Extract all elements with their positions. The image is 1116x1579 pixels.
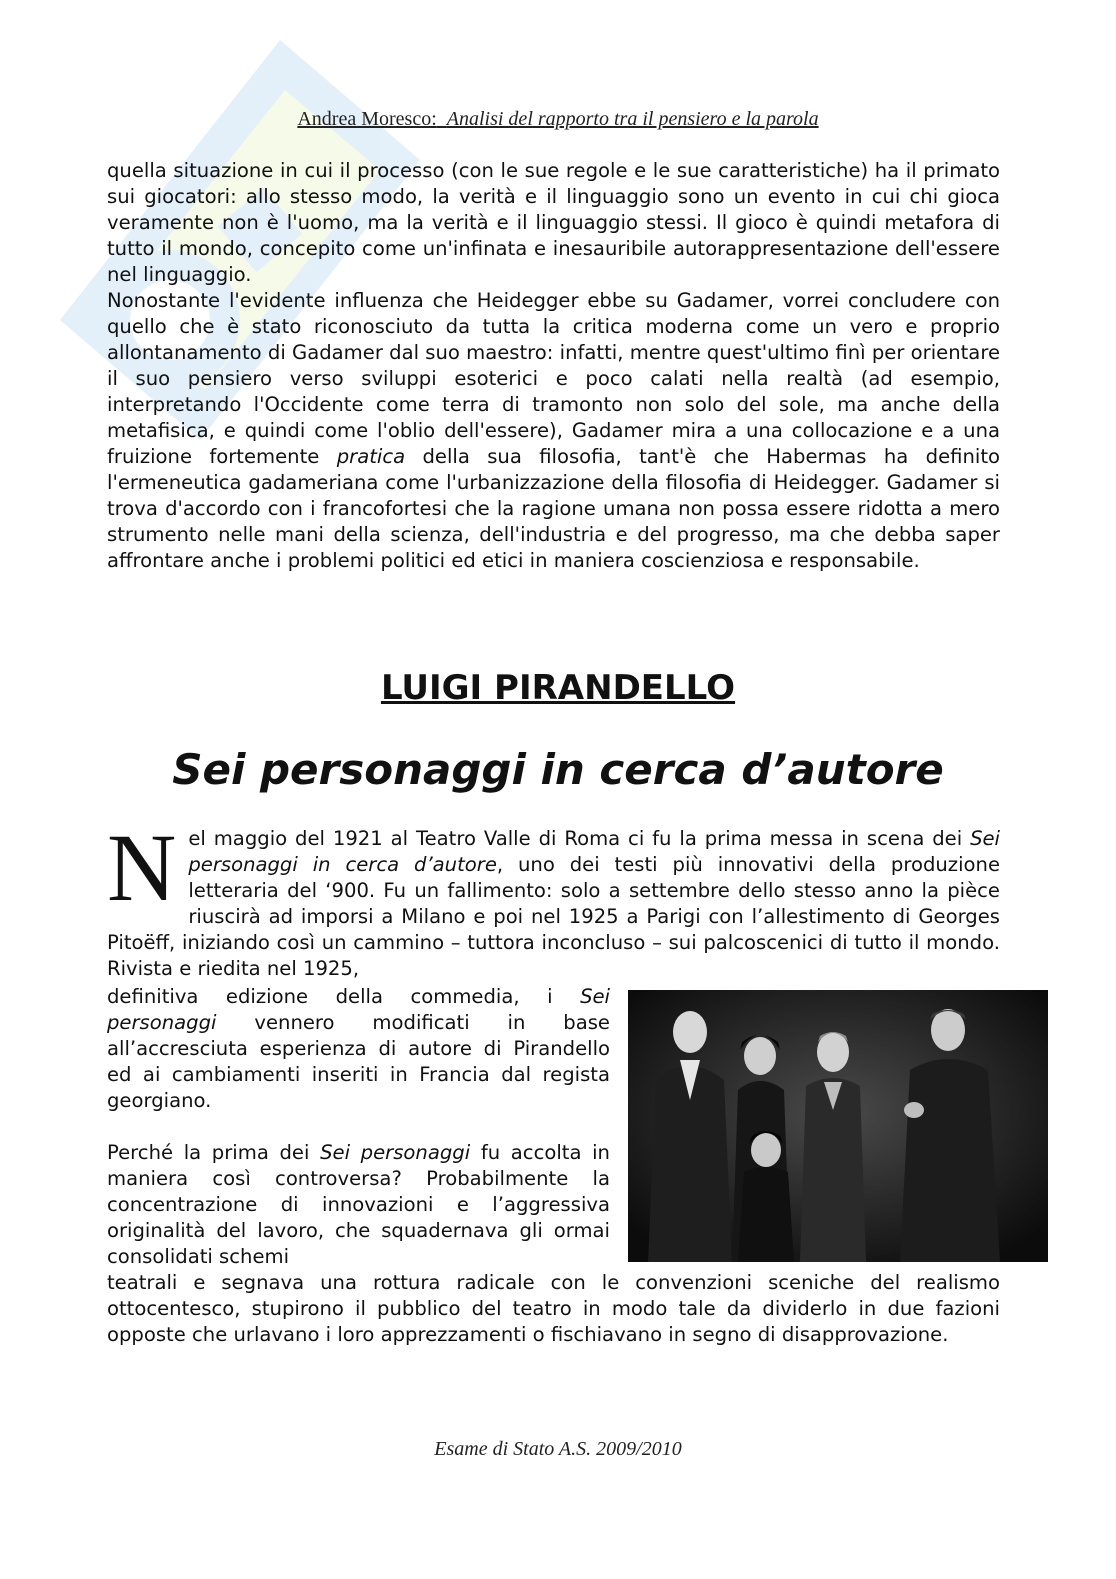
- top-text-block: [107, 158, 1000, 574]
- emphasis: Sei personaggi in cerca d’autore: [188, 827, 1000, 876]
- left-column-text: [107, 984, 610, 1270]
- header-work-title: Analisi del rapporto tra il pensiero e la parola: [446, 108, 819, 130]
- drop-cap: N: [107, 814, 177, 921]
- paragraph: Perché la prima dei Sei personaggi fu accolta in maniera così controversa? Probabilmente la concentrazione di innovazioni e l’aggressiva originalità del lavoro, che squadernava gli ormai consolidati schemi: [107, 1141, 610, 1268]
- intro-text-block: [107, 814, 1000, 982]
- page-footer: Esame di Stato A.S. 2009/2010: [434, 1438, 682, 1460]
- paragraph: teatrali e segnava una rottura radicale con le convenzioni sceniche del realismo ottocentesco, stupirono il pubblico del teatro in modo tale da dividerlo in due fazioni opposte che urlavano i loro apprezzamenti o fischiavano in segno di disapprovazione.: [107, 1271, 1000, 1346]
- section-author-heading: LUIGI PIRANDELLO: [380, 668, 736, 708]
- paragraph: definitiva edizione della commedia, i Sei personaggi vennero modificati in base all’accresciuta esperienza di autore di Pirandello ed ai cambiamenti inseriti in Francia dal regista georgiano.: [107, 985, 610, 1112]
- emphasis: pratica: [336, 445, 406, 468]
- cast-photo: [628, 990, 1048, 1262]
- page-header: [0, 108, 1116, 131]
- header-author: Andrea Moresco:: [297, 108, 437, 130]
- emphasis: Sei personaggi: [107, 985, 610, 1034]
- paragraph: Nonostante l'evidente influenza che Heidegger ebbe su Gadamer, vorrei concludere con quello che è stato riconosciuto da tutta la critica moderna come un vero e proprio allontanamento di Gadamer dal suo maestro: infatti, mentre quest'ultimo finì per orientare il suo pensiero verso sviluppi esoterici e poco calati nella realtà (ad esempio, interpretando l'Occidente come terra di tramonto non solo del sole, ma anche della metafisica, e quindi come l'oblio dell'essere), Gadamer mira a una collocazione e a una fruizione fortemente pratica della sua filosofia, tant'è che Habermas ha definito l'ermeneutica gadameriana come l'urbanizzazione della filosofia di Heidegger. Gadamer si trova d'accordo con i francofortesi che la ragione umana non possa essere ridotta a mero strumento nelle mani della scienza, dell'industria e del progresso, ma che debba saper affrontare anche i problemi politici ed etici in maniera coscienziosa e responsabile.: [107, 289, 1001, 572]
- paragraph: quella situazione in cui il processo (con le sue regole e le sue caratteristiche) ha il primato sui giocatori: allo stesso modo, la verità e il linguaggio sono un evento in cui chi gioca veramente non è l'uomo, ma la verità e il linguaggio stessi. Il gioco è quindi metafora di tutto il mondo, concepito come un'infinata e inesauribile autorappresentazione dell'essere nel linguaggio.: [107, 159, 1000, 286]
- paragraph: Nel maggio del 1921 al Teatro Valle di Roma ci fu la prima messa in scena dei Sei personaggi in cerca d’autore, uno dei testi più innovativi della produzione letteraria del ‘900. Fu un fallimento: solo a settembre dello stesso anno la pièce riuscirà ad imporsi a Milano e poi nel 1925 a Parigi con l’allestimento di Georges Pitoëff, iniziando così un cammino – tuttora inconcluso – sui palcoscenici di tutto il mondo. Rivista e riedita nel 1925,: [107, 814, 1000, 980]
- section-title-heading: Sei personaggi in cerca d’autore: [172, 745, 944, 794]
- bottom-text-block: [107, 1270, 1000, 1348]
- emphasis: Sei personaggi: [320, 1141, 471, 1164]
